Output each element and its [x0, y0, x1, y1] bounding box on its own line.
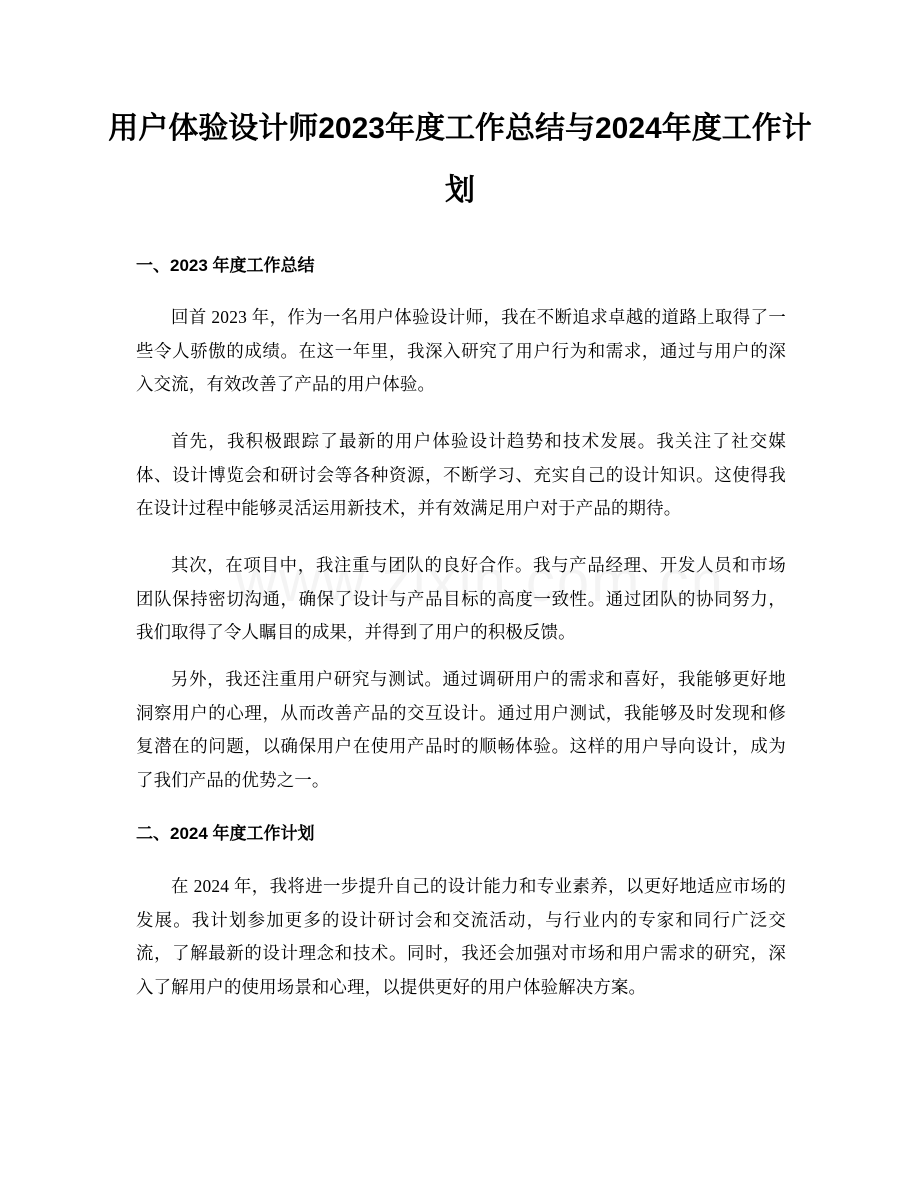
section-heading-2: 二、2024 年度工作计划	[136, 824, 315, 843]
paragraph: 回首 2023 年，作为一名用户体验设计师，我在不断追求卓越的道路上取得了一些令人骄傲的成绩。在这一年里，我深入研究了用户行为和需求，通过与用户的深入交流，有效改善了产品的用户体验。	[136, 307, 786, 394]
paragraph: 首先，我积极跟踪了最新的用户体验设计趋势和技术发展。我关注了社交媒体、设计博览会和研讨会等各种资源，不断学习、充实自己的设计知识。这使得我在设计过程中能够灵活运用新技术，并有效满足用户对于产品的期待。	[136, 431, 786, 518]
paragraph: 另外，我还注重用户研究与测试。通过调研用户的需求和喜好，我能够更好地洞察用户的心理，从而改善产品的交互设计。通过用户测试，我能够及时发现和修复潜在的问题，以确保用户在使用产品时的顺畅体验。这样的用户导向设计，成为了我们产品的优势之一。	[136, 669, 786, 790]
paragraph: 在 2024 年，我将进一步提升自己的设计能力和专业素养，以更好地适应市场的发展。我计划参加更多的设计研讨会和交流活动，与行业内的专家和同行广泛交流，了解最新的设计理念和技术。同时，我还会加强对市场和用户需求的研究，深入了解用户的使用场景和心理，以提供更好的用户体验解决方案。	[136, 876, 786, 997]
section-heading-1: 一、2023 年度工作总结	[136, 256, 315, 275]
paragraph: 其次，在项目中，我注重与团队的良好合作。我与产品经理、开发人员和市场团队保持密切沟通，确保了设计与产品目标的高度一致性。通过团队的协同努力，我们取得了令人瞩目的成果，并得到了用户的积极反馈。	[136, 555, 786, 642]
document-title: 用户体验设计师2023年度工作总结与2024年度工作计划	[108, 112, 812, 207]
